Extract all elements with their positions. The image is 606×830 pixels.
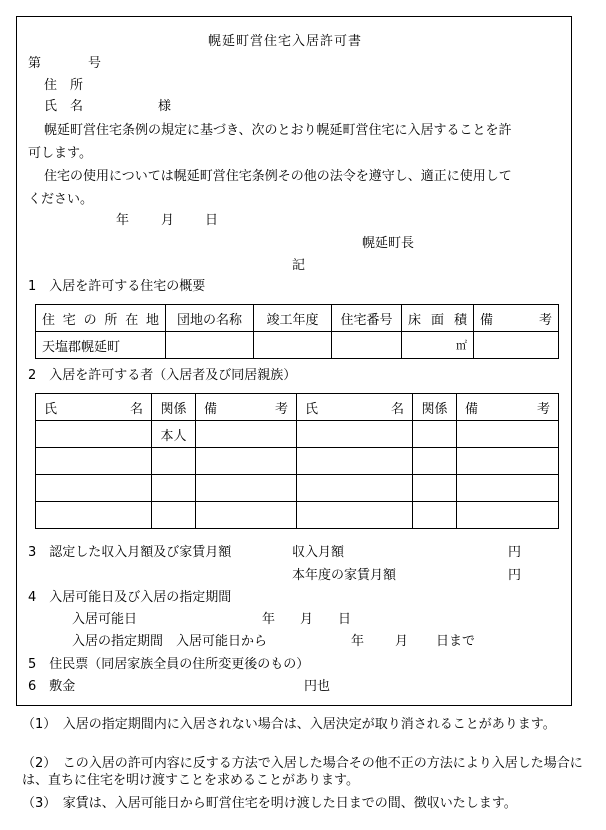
header-unit-number: 住宅番号 [332,305,402,332]
section5-heading: 5 住民票（同居家族全員の住所変更後のもの） [28,657,310,672]
header-remarks-left: 備考 [196,394,297,421]
date-year: 年 [116,213,130,228]
note-3: （3） 家賃は、入居可能日から町営住宅を明け渡した日までの間、徴収いたします。 [22,796,517,811]
header-location: 住宅の所在地 [36,305,166,332]
table-header-row [36,394,559,421]
rent-label: 本年度の家賃月額 [292,568,397,583]
possible-day: 日 [338,612,352,627]
income-unit: 円 [508,545,522,560]
section4-heading: 4 入居可能日及び入居の指定期間 [28,590,232,605]
income-label: 収入月額 [292,545,345,560]
section3-heading: 3 認定した収入月額及び家賃月額 [28,545,232,560]
ki-marker: 記 [292,258,306,273]
relation-self: 本人 [152,421,196,448]
para2-line2: ください。 [28,192,94,207]
date-month: 月 [161,213,175,228]
unit-number-cell [332,332,402,359]
document-title: 幌延町営住宅入居許可書 [208,34,363,49]
period-until: 日まで [436,634,476,649]
remarks-cell [474,332,559,359]
header-complex-name: 団地の名称 [166,305,254,332]
location-cell: 天塩郡幌延町 [36,332,166,359]
note-1: （1） 入居の指定期間内に入居されない場合は、入居決定が取り消されることがあります。 [22,717,556,732]
section2-heading: 2 入居を許可する者（入居者及び同居親族） [28,368,297,383]
address-label: 住 所 [44,78,84,93]
para2-line1: 住宅の使用については幌延町営住宅条例その他の法令を遵守し、適正に使用して [44,169,512,184]
note-2: （2） この入居の許可内容に反する方法で入居した場合その他不正の方法により入居した場合には、直ちに住宅を明け渡すことを求めることがあります。 [22,756,583,788]
housing-summary-table [35,304,559,359]
rent-unit: 円 [508,568,522,583]
header-built-year: 竣工年度 [254,305,332,332]
period-year: 年 [351,634,365,649]
period-label: 入居の指定期間 入居可能日から [72,634,268,649]
built-year-cell [254,332,332,359]
floor-area-cell: ㎡ [402,332,474,359]
header-name-left: 氏名 [36,394,152,421]
section6-heading: 6 敷金 [28,679,76,694]
issuer: 幌延町長 [362,236,415,251]
honorific: 様 [158,99,172,114]
section1-heading: 1 入居を許可する住宅の概要 [28,279,206,294]
number-prefix: 第 [28,56,42,71]
para1-line1: 幌延町営住宅条例の規定に基づき、次のとおり幌延町営住宅に入居することを許 [44,123,512,138]
possible-date-label: 入居可能日 [72,612,138,627]
number-suffix: 号 [88,56,102,71]
header-remarks: 備 考 [474,305,559,332]
para1-line2: 可します。 [28,146,92,161]
possible-year: 年 [262,612,276,627]
complex-name-cell [166,332,254,359]
table-row [36,448,559,475]
header-relation-right: 関係 [413,394,457,421]
header-relation-left: 関係 [152,394,196,421]
table-row [36,421,559,448]
period-month: 月 [395,634,409,649]
header-name-right: 氏名 [297,394,413,421]
residents-table [35,393,559,529]
name-label: 氏 名 [44,99,84,114]
table-header-row [36,305,559,332]
deposit-unit: 円也 [304,679,331,694]
possible-month: 月 [300,612,314,627]
table-row [36,332,559,359]
table-row [36,475,559,502]
table-row [36,502,559,529]
header-remarks-right: 備考 [457,394,559,421]
header-floor-area: 床面積 [402,305,474,332]
date-day: 日 [205,213,219,228]
